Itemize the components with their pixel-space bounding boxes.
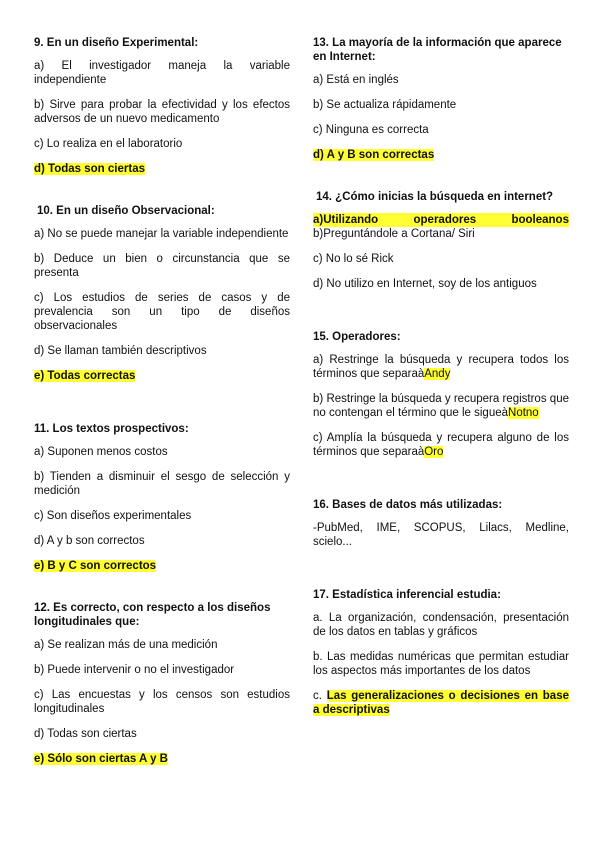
option-d: d) Todas son ciertas bbox=[34, 728, 137, 740]
question-title: 16. Bases de datos más utilizadas: bbox=[313, 499, 503, 511]
question-title: 12. Es correcto, con respecto a los diseños longitudinales que: bbox=[34, 602, 271, 628]
option-b: b) Sirve para probar la efectividad y los efectos adversos de un nuevo medicamento bbox=[34, 99, 290, 125]
option-d-highlighted: d) Todas son ciertas bbox=[34, 163, 145, 175]
question-12 bbox=[34, 601, 290, 766]
question-title: 17. Estadística inferencial estudia: bbox=[313, 589, 501, 601]
option-d: d) No utilizo en Internet, soy de los antiguos bbox=[313, 278, 537, 290]
option-c: c) Los estudios de series de casos y de prevalencia son un tipo de diseños observacionales bbox=[34, 292, 290, 332]
option-a-highlighted bbox=[313, 213, 569, 227]
option-e-highlighted: e) Sólo son ciertas A y B bbox=[34, 753, 168, 765]
option-c: c) Lo realiza en el laboratorio bbox=[34, 138, 183, 150]
option-a: a) Está en inglés bbox=[313, 74, 399, 86]
option-b: b) Puede intervenir o no el investigador bbox=[34, 664, 235, 676]
question-title: 13. La mayoría de la información que aparece en Internet: bbox=[313, 37, 562, 63]
option-b: b) Deduce un bien o circunstancia que se presenta bbox=[34, 253, 290, 279]
right-column bbox=[313, 36, 569, 728]
option-a: a) Se realizan más de una medición bbox=[34, 639, 218, 651]
option-a-mark: Andy bbox=[424, 368, 451, 380]
databases-list: -PubMed, IME, SCOPUS, Lilacs, Medline, scielo... bbox=[313, 522, 569, 548]
option-c-prefix: c. bbox=[313, 690, 327, 702]
option-c-mark: Oro bbox=[424, 446, 444, 458]
option-c: c) Las encuestas y los censos son estudios longitudinales bbox=[34, 689, 290, 715]
question-title: 14. ¿Cómo inicias la búsqueda en internet? bbox=[316, 191, 554, 203]
option-c bbox=[313, 689, 569, 717]
option-b: b) Tienden a disminuir el sesgo de selección y medición bbox=[34, 471, 290, 497]
question-15 bbox=[313, 330, 569, 459]
question-14 bbox=[313, 190, 569, 291]
option-c: c) No lo sé Rick bbox=[313, 253, 394, 265]
option-e-highlighted: e) Todas correctas bbox=[34, 370, 136, 382]
option-a-word-1: a)Utilizando bbox=[313, 214, 379, 226]
option-a: a) No se puede manejar la variable independiente bbox=[34, 228, 289, 240]
question-title: 10. En un diseño Observacional: bbox=[37, 205, 215, 217]
question-9 bbox=[34, 36, 290, 176]
option-c: c) Son diseños experimentales bbox=[34, 510, 192, 522]
left-column bbox=[34, 36, 290, 777]
question-11 bbox=[34, 422, 290, 573]
option-c: c) Ninguna es correcta bbox=[313, 124, 429, 136]
option-b-text: b) Restringe la búsqueda y recupera registros que no contengan el término que le sigueà bbox=[313, 393, 569, 419]
option-b: b)Preguntándole a Cortana/ Siri bbox=[313, 228, 475, 240]
option-e-highlighted: e) B y C son correctos bbox=[34, 560, 157, 572]
question-title: 15. Operadores: bbox=[313, 331, 401, 343]
question-17 bbox=[313, 588, 569, 717]
option-d: d) Se llaman también descriptivos bbox=[34, 345, 207, 357]
question-13 bbox=[313, 36, 569, 162]
option-a-word-3: booleanos bbox=[511, 214, 569, 226]
option-b bbox=[313, 392, 569, 420]
option-c bbox=[313, 431, 569, 459]
option-a bbox=[313, 353, 569, 381]
question-title: 11. Los textos prospectivos: bbox=[34, 423, 189, 435]
option-b: b. Las medidas numéricas que permitan estudiar los aspectos más importantes de los datos bbox=[313, 651, 569, 677]
question-title: 9. En un diseño Experimental: bbox=[34, 37, 199, 49]
option-d: d) A y b son correctos bbox=[34, 535, 145, 547]
question-10 bbox=[34, 204, 290, 383]
option-a: a) El investigador maneja la variable independiente bbox=[34, 60, 290, 86]
option-b-mark: Notno bbox=[508, 407, 539, 419]
option-a-word-2: operadores bbox=[413, 214, 477, 226]
option-a: a. La organización, condensación, presentación de los datos en tablas y gráficos bbox=[313, 612, 569, 638]
option-b: b) Se actualiza rápidamente bbox=[313, 99, 457, 111]
question-16 bbox=[313, 498, 569, 549]
option-a-text: a) Restringe la búsqueda y recupera todos los términos que separaà bbox=[313, 354, 569, 380]
option-a: a) Suponen menos costos bbox=[34, 446, 168, 458]
option-c-text: c) Amplía la búsqueda y recupera alguno de los términos que separaà bbox=[313, 432, 569, 458]
option-c-highlighted: Las generalizaciones o decisiones en base a descriptivas bbox=[313, 690, 569, 716]
option-d-highlighted: d) A y B son correctas bbox=[313, 149, 435, 161]
